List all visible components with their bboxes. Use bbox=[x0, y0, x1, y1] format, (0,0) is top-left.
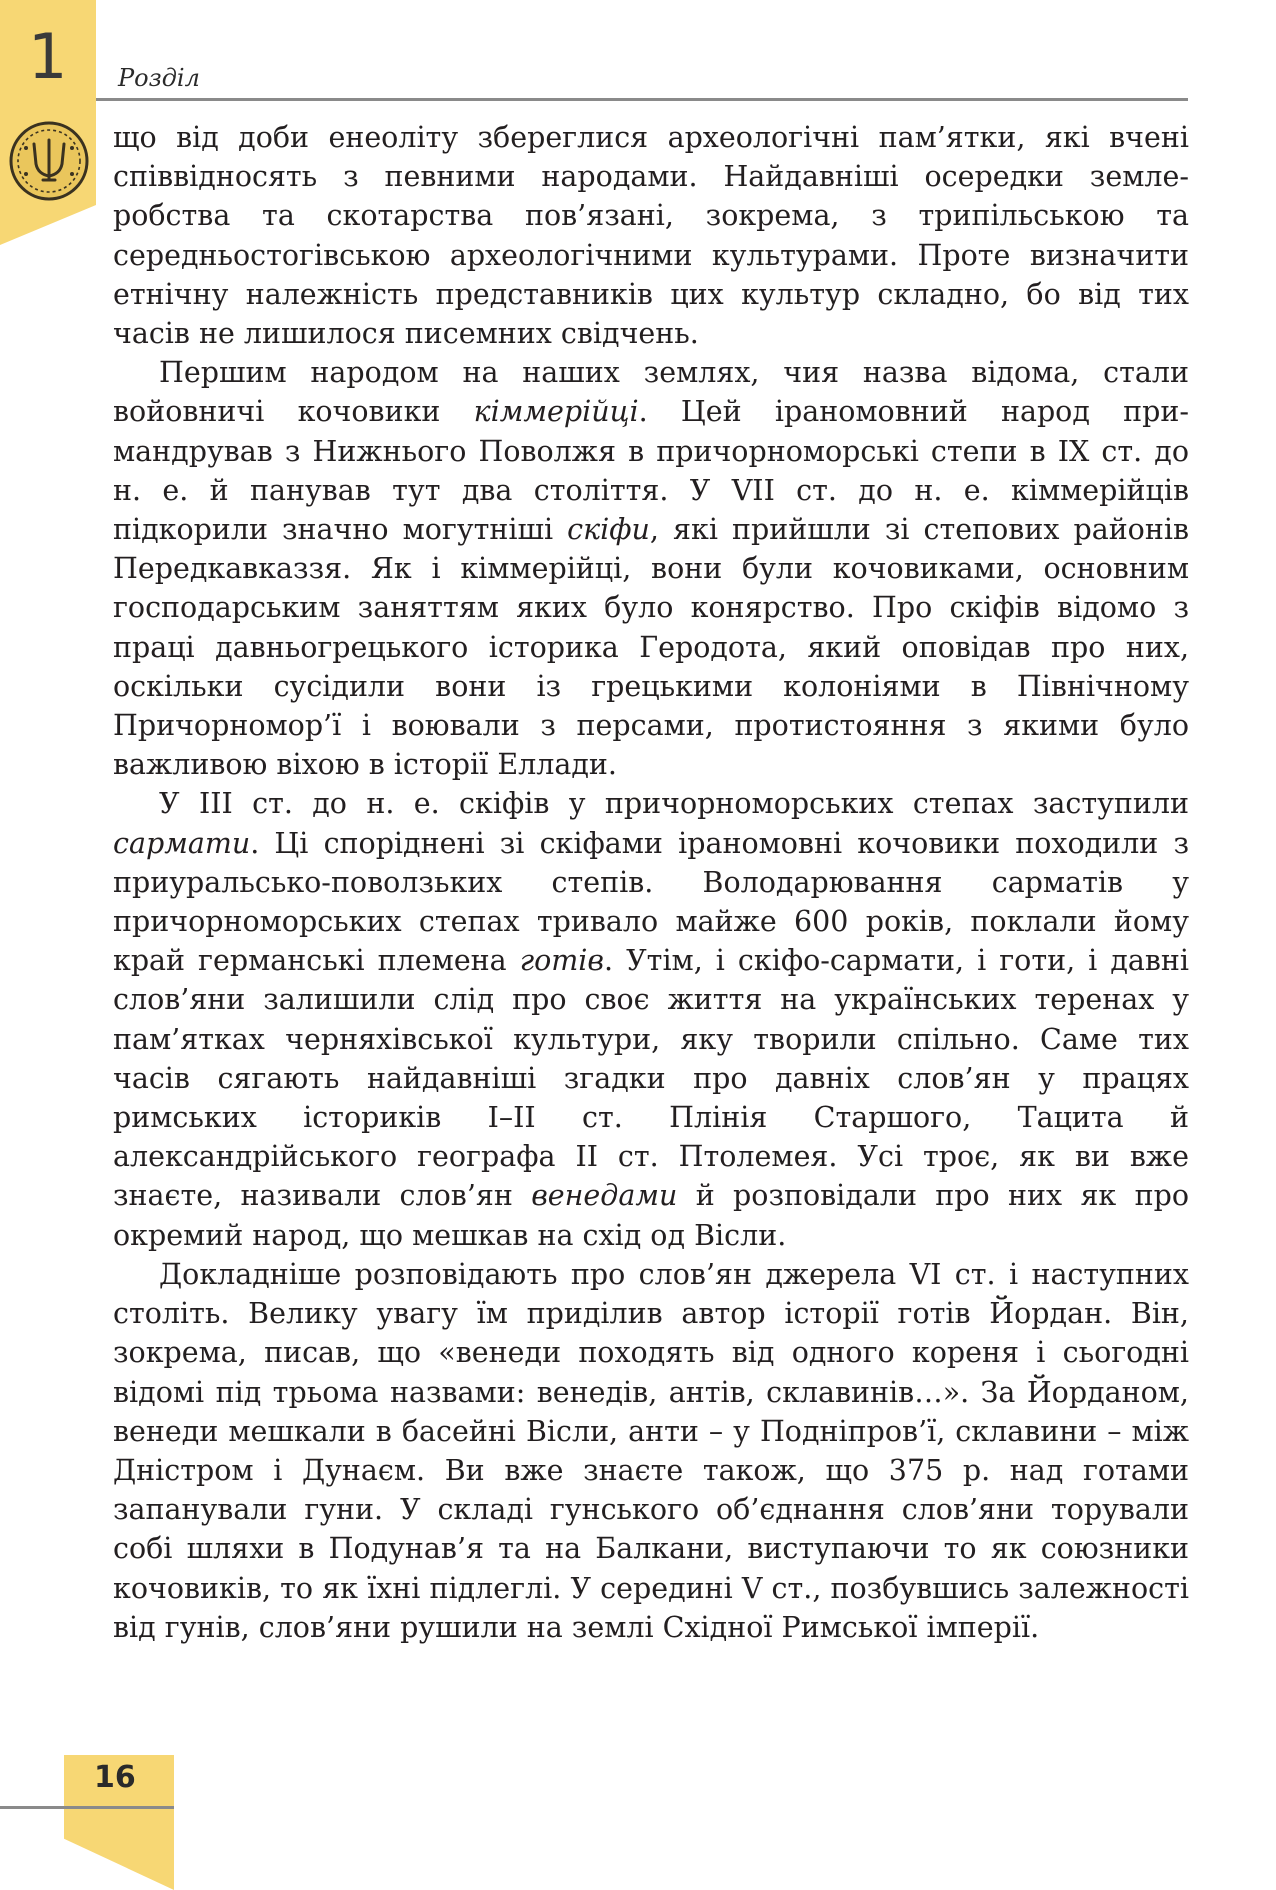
page-number: 16 bbox=[94, 1760, 136, 1795]
term-kimmerians: кіммерійці bbox=[473, 395, 639, 429]
header-divider bbox=[96, 98, 1188, 101]
paragraph-text: й розповідали про них як про окремий народ, що мешкав на схід од Вісли. bbox=[113, 1179, 1189, 1252]
paragraph-text: . Утім, і скіфо-сармати, і готи, і давні слов’яни залишили слід про своє життя на українських теренах у пам’ятках черняхівської культури, яку творили спільно. Саме тих часів сягають найдавніші згадки про давніх слов’ян у працях римських істориків I–II ст. Плінія Старшого, Тацита й александрійського географа II ст. Птолемея. Усі троє, як ви вже знаєте, називали слов’ян bbox=[113, 944, 1190, 1213]
paragraph-text: Докладніше розповідають про слов’ян джерела VI ст. і наступних століть. Велику увагу їм приділив автор історії готів Йордан. Він, зокрема, писав, що «венеди походять від одного кореня і сьогодні відомі під трьома назвами: венедів, антів, склавинів…». За Йорданом, венеди мешкали в басейні Вісли, анти – у Подніпров’ї, склавини – між Дністром і Дунаєм. Ви вже знаєте також, що 375 р. над готами запанували гуни. У складі гунського об’єднання слов’яни торували собі шляхи в Подунав’я та на Балкани, виступаючи то як союзники кочовиків, то як їхні підлеглі. У середині V ст., позбувшись залежності від гунів, слов’яни рушили на землі Східної Римської імперії. bbox=[113, 1257, 1189, 1644]
term-scythians: скіфи bbox=[567, 513, 650, 547]
paragraph-text: . Ці споріднені зі скіфами іраномовні кочовики походили з приуральсько-поволзьких степів. Володарювання сарматів у причорноморських степах тривало майже 600 років, поклали йому край германські племена bbox=[113, 826, 1189, 978]
paragraph-text: що від доби енеоліту збереглися археологічні пам’ятки, які вчені співвідносять з певними народами. Найдавніші осередки землеробства та скотарства пов’язані, зокрема, з трипільською та середньостогівською археологічними культурами. Проте визначити етнічну належність представників цих культур складно, бо від тих часів не лишилося писемних свідчень. bbox=[113, 121, 1189, 351]
paragraph-3 bbox=[113, 784, 1189, 1254]
paragraph-4 bbox=[113, 1255, 1189, 1647]
section-label: Розділ bbox=[118, 64, 200, 92]
term-sarmatians: сармати bbox=[113, 826, 251, 860]
chapter-number: 1 bbox=[28, 20, 68, 93]
paragraph-1 bbox=[113, 118, 1189, 353]
term-goths: готів bbox=[519, 944, 604, 978]
paragraph-2 bbox=[113, 353, 1189, 784]
footer-divider bbox=[0, 1806, 174, 1809]
paragraph-text: . Цей іраномовний народ примандрував з Нижнього Поволжя в причорноморські степи в IX ст. до н. е. й панував тут два століття. У VII ст. до н. е. кіммерійців підкорили значно могутніші bbox=[113, 395, 1189, 547]
paragraph-text: , які прийшли зі степових районів Передкавказзя. Як і кіммерійці, вони були кочовиками, основним господарським заняттям яких було конярство. Про скіфів відомо з праці давньогрецького історика Геродота, який оповідав про них, оскільки сусідили вони із грецькими колоніями в Північному Причорномор’ї і воювали з персами, протистояння з якими було важливою віхою в історії Еллади. bbox=[113, 513, 1189, 782]
paragraph-text: У III ст. до н. е. скіфів у причорноморських степах заступили bbox=[159, 787, 1189, 821]
term-veneds: венедами bbox=[531, 1179, 678, 1213]
ancient-coin-trident-icon bbox=[6, 118, 92, 204]
body-text bbox=[113, 118, 1189, 1647]
paragraph-text: Першим народом на наших землях, чия назва відома, стали войовничі кочовики bbox=[113, 356, 1189, 429]
